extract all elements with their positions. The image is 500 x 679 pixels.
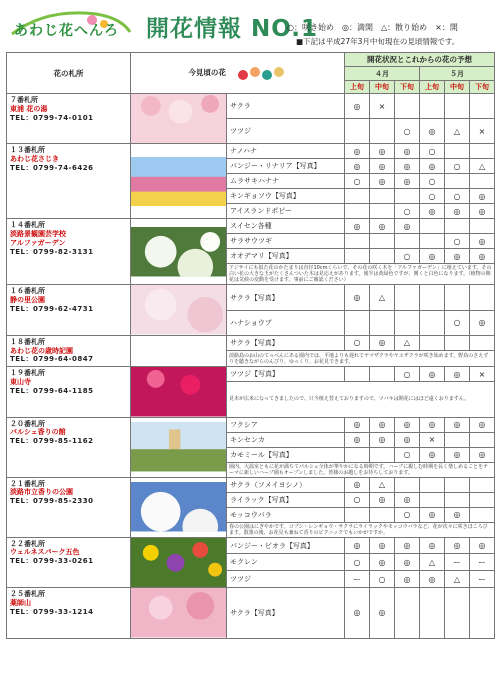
status-cell: ◎ — [445, 204, 470, 219]
station-place: 東山寺 — [10, 377, 31, 386]
station-tel: TEL：0799-33-1214 — [10, 607, 94, 616]
station-cell — [7, 537, 131, 587]
status-cell: ◎ — [420, 537, 445, 554]
status-cell: ○ — [345, 492, 370, 507]
status-cell — [345, 310, 370, 335]
station-cell — [7, 94, 131, 144]
status-cell: × — [370, 94, 395, 119]
table-row — [7, 94, 495, 119]
status-cell: ◎ — [395, 144, 420, 159]
station-description: 園内、大温室ともに花が満ちてパルシェ全体が華やかになる時期です。ハーブに親しむ時期を長く楽しめることをテーマに新しいハーブ園もオープンしました。皆様のお越しをお待ちしております。 — [227, 462, 495, 477]
station-photo — [131, 219, 227, 285]
photo-image — [131, 285, 226, 334]
flower-name: モクレン — [227, 554, 345, 571]
station-tel: TEL：0799-64-0847 — [10, 355, 94, 364]
status-cell — [370, 310, 395, 335]
status-cell — [370, 249, 395, 264]
station-tel: TEL：0799-85-2330 — [10, 497, 94, 506]
status-cell — [420, 492, 445, 507]
station-name: １６番札所 — [10, 287, 45, 296]
station-name: １８番札所 — [10, 337, 45, 346]
station-place: あわじ花さじき — [10, 155, 59, 164]
status-cell — [345, 119, 370, 144]
status-cell — [395, 285, 420, 310]
station-tel: TEL：0799-62-4731 — [10, 304, 94, 313]
status-cell: △ — [420, 554, 445, 571]
header-month-april: ４月 — [345, 67, 420, 81]
status-cell: ◎ — [420, 367, 445, 382]
status-cell: ◎ — [445, 249, 470, 264]
header-station: 花の札所 — [7, 53, 131, 94]
status-cell — [470, 492, 495, 507]
flower-name: オオデマリ【写真】 — [227, 249, 345, 264]
status-cell: ○ — [420, 144, 445, 159]
status-cell — [420, 477, 445, 492]
station-cell — [7, 144, 131, 219]
status-cell — [470, 219, 495, 234]
table-row — [7, 588, 495, 638]
status-cell — [395, 477, 420, 492]
status-cell: ◎ — [345, 432, 370, 447]
status-cell — [395, 310, 420, 335]
photo-image — [131, 538, 226, 587]
logo — [6, 4, 134, 46]
photo-image — [131, 157, 226, 206]
status-cell: ◎ — [395, 571, 420, 588]
status-cell — [345, 507, 370, 522]
status-cell: ○ — [395, 447, 420, 462]
status-cell — [370, 507, 395, 522]
status-cell — [445, 477, 470, 492]
header-flower — [131, 53, 345, 94]
status-cell: ◎ — [395, 554, 420, 571]
status-cell — [370, 447, 395, 462]
table-row — [7, 477, 495, 492]
status-cell: ○ — [445, 159, 470, 174]
status-cell: ◎ — [420, 507, 445, 522]
status-cell: ◎ — [470, 417, 495, 432]
status-cell: ○ — [345, 335, 370, 350]
status-cell: ◎ — [470, 447, 495, 462]
station-tel: TEL：0799-74-6426 — [10, 163, 94, 172]
header-sub: 下旬 — [470, 81, 495, 94]
status-cell: ◎ — [370, 492, 395, 507]
status-cell: ー — [470, 571, 495, 588]
status-cell: ◎ — [395, 537, 420, 554]
status-cell: × — [420, 432, 445, 447]
status-cell: ◎ — [370, 219, 395, 234]
status-cell: ◎ — [470, 189, 495, 204]
flower-name: キンセンカ — [227, 432, 345, 447]
photo-image — [131, 227, 226, 276]
station-cell — [7, 367, 131, 417]
status-cell — [370, 367, 395, 382]
table-row — [7, 285, 495, 310]
status-cell: ◎ — [470, 204, 495, 219]
status-cell: ー — [445, 554, 470, 571]
status-cell: ◎ — [420, 447, 445, 462]
status-cell: ○ — [395, 367, 420, 382]
status-cell — [420, 285, 445, 310]
table-row — [7, 417, 495, 432]
status-cell: ◎ — [370, 144, 395, 159]
status-cell — [420, 310, 445, 335]
status-cell: ◎ — [395, 492, 420, 507]
flower-name: サクラ（ソメイヨシノ） — [227, 477, 345, 492]
status-cell — [445, 219, 470, 234]
station-name: ７番札所 — [10, 96, 38, 104]
status-cell — [445, 174, 470, 189]
station-place: 淡路市立香りの公園 — [10, 488, 73, 497]
station-place: パルシェ香りの館 — [10, 428, 66, 437]
station-cell — [7, 335, 131, 366]
status-cell: ◎ — [345, 537, 370, 554]
status-cell — [445, 492, 470, 507]
status-cell: ◎ — [345, 285, 370, 310]
photo-image — [131, 588, 226, 637]
status-cell — [470, 477, 495, 492]
status-cell: ◎ — [345, 477, 370, 492]
status-cell — [445, 335, 470, 350]
status-cell — [470, 285, 495, 310]
station-name: １９番札所 — [10, 369, 45, 378]
status-cell: ◎ — [420, 417, 445, 432]
station-photo — [131, 477, 227, 537]
photo-image — [131, 94, 226, 143]
status-cell: ◎ — [445, 507, 470, 522]
status-cell — [420, 219, 445, 234]
status-cell: △ — [470, 159, 495, 174]
station-name: ２２番札所 — [10, 539, 45, 548]
status-cell: ◎ — [445, 537, 470, 554]
note: ■下記は平成27年3月中旬現在の見頃情報です。 — [296, 37, 460, 46]
legend: ○：咲き始め ◎：満開 △：散り始め ×：開 — [287, 23, 458, 32]
status-cell: ◎ — [445, 417, 470, 432]
status-cell: ○ — [445, 189, 470, 204]
flower-name: ツツジ — [227, 571, 345, 588]
page-title: 開花情報 NO.1 — [146, 16, 319, 42]
station-place: 淡路景観園芸学校 アルファガーデン — [10, 230, 66, 247]
status-cell — [445, 144, 470, 159]
status-cell — [345, 249, 370, 264]
status-cell: ◎ — [470, 537, 495, 554]
status-cell: ○ — [395, 204, 420, 219]
status-cell — [345, 447, 370, 462]
status-cell: △ — [370, 285, 395, 310]
status-cell — [370, 119, 395, 144]
status-cell: ○ — [345, 554, 370, 571]
station-place: 東浦 花の湯 — [10, 104, 48, 113]
station-name: ２０番札所 — [10, 419, 45, 428]
flower-name: パンジー・ビオラ【写真】 — [227, 537, 345, 554]
status-cell: ◎ — [370, 335, 395, 350]
table-row — [7, 367, 495, 382]
status-cell: ◎ — [470, 234, 495, 249]
station-tel: TEL：0799-85-1162 — [10, 437, 94, 446]
status-cell: ◎ — [345, 417, 370, 432]
bloom-table — [6, 52, 495, 639]
station-tel: TEL：0799-33-0261 — [10, 557, 94, 566]
status-cell: ○ — [395, 507, 420, 522]
header-sub: 中旬 — [370, 81, 395, 94]
station-photo — [131, 335, 227, 366]
flower-name: ハナショウブ — [227, 310, 345, 335]
status-cell — [470, 335, 495, 350]
flower-name: アイスランドポピー — [227, 204, 345, 219]
flower-name: モッコウバラ — [227, 507, 345, 522]
status-cell: ○ — [445, 234, 470, 249]
status-cell: ー — [470, 554, 495, 571]
status-cell — [470, 144, 495, 159]
status-cell: ◎ — [420, 204, 445, 219]
status-cell: ◎ — [470, 310, 495, 335]
status-cell: ◎ — [420, 159, 445, 174]
station-photo — [131, 94, 227, 144]
status-cell — [470, 432, 495, 447]
status-cell: ◎ — [345, 159, 370, 174]
table-row — [7, 537, 495, 554]
status-cell: ◎ — [370, 432, 395, 447]
station-cell — [7, 219, 131, 285]
status-cell: ◎ — [420, 571, 445, 588]
flower-name: サクラ【写真】 — [227, 588, 345, 638]
status-cell — [470, 507, 495, 522]
status-cell: ◎ — [395, 417, 420, 432]
flower-name: ツツジ — [227, 119, 345, 144]
flower-name: サラサウツギ — [227, 234, 345, 249]
status-cell: ◎ — [370, 537, 395, 554]
station-name: １４番札所 — [10, 221, 45, 230]
table-row — [7, 144, 495, 159]
status-cell — [445, 285, 470, 310]
station-tel: TEL：0799-82-3131 — [10, 247, 94, 256]
station-photo — [131, 367, 227, 417]
header-month-may: ５月 — [420, 67, 495, 81]
status-cell: △ — [370, 477, 395, 492]
status-cell: ◎ — [445, 367, 470, 382]
status-cell — [470, 588, 495, 638]
status-cell — [420, 335, 445, 350]
status-cell: ○ — [445, 310, 470, 335]
station-place: 静の里公園 — [10, 296, 45, 305]
status-cell — [420, 234, 445, 249]
status-cell — [370, 234, 395, 249]
flower-name: カモミール【写真】 — [227, 447, 345, 462]
station-place: あわじ花の歳時記園 — [10, 346, 73, 355]
status-cell — [395, 94, 420, 119]
status-cell: ◎ — [345, 588, 370, 638]
status-cell: ○ — [345, 174, 370, 189]
status-cell: ◎ — [370, 417, 395, 432]
station-name: １３番札所 — [10, 146, 45, 155]
status-cell — [345, 189, 370, 204]
status-cell: ○ — [420, 189, 445, 204]
station-photo — [131, 417, 227, 477]
status-cell — [345, 367, 370, 382]
flower-name: ツツジ【写真】 — [227, 367, 345, 382]
table-row — [7, 335, 495, 350]
station-photo — [131, 144, 227, 219]
station-tel: TEL：0799-64-1185 — [10, 386, 94, 395]
table-row — [7, 219, 495, 234]
status-cell: ◎ — [345, 219, 370, 234]
station-name: ２５番札所 — [10, 590, 45, 599]
flower-name: ナノハナ — [227, 144, 345, 159]
header-sub: 上旬 — [345, 81, 370, 94]
status-cell: ○ — [420, 174, 445, 189]
status-cell: ◎ — [420, 249, 445, 264]
header-forecast: 開花状況とこれからの花の予想 — [345, 53, 495, 67]
status-cell: ○ — [370, 571, 395, 588]
station-description: 見本が広米になってきましたので、只今植え替えておりますので、ツバキは開花にはほど遠くおりますん。 — [227, 382, 495, 417]
status-cell: ◎ — [395, 159, 420, 174]
station-photo — [131, 537, 227, 587]
header-sub: 上旬 — [420, 81, 445, 94]
flower-decoration-icon — [235, 63, 287, 83]
flower-name: パンジー・リナリア【写真】 — [227, 159, 345, 174]
flower-name: サクラ【写真】 — [227, 335, 345, 350]
station-cell — [7, 417, 131, 477]
status-cell: ◎ — [420, 119, 445, 144]
status-cell: × — [470, 367, 495, 382]
flower-name: サクラ — [227, 94, 345, 119]
station-cell — [7, 588, 131, 638]
header-flower-label: 今見頃の花 — [188, 68, 226, 77]
status-cell: ◎ — [345, 94, 370, 119]
station-description: アジサイにも似た花のかたまりは直径10cmくらいで、その花の咲く木を「アルファガーデン」に植えています。その白い花の大きな玉がたくさんついた木は見応えがあります。後半は黄緑色ですが、開くと白色になります。（植物の開花は気候の変動を受けます。事前にご確認ください） — [227, 264, 495, 285]
status-cell: ◎ — [395, 174, 420, 189]
logo-text: あわじ花へんろ — [14, 23, 119, 39]
flower-name: ライラック【写真】 — [227, 492, 345, 507]
status-cell: △ — [395, 335, 420, 350]
status-cell: ◎ — [395, 219, 420, 234]
status-cell: × — [470, 119, 495, 144]
photo-image — [131, 482, 226, 531]
status-cell: ◎ — [395, 432, 420, 447]
flower-name: フクシア — [227, 417, 345, 432]
status-cell: △ — [445, 119, 470, 144]
status-cell — [345, 234, 370, 249]
flower-name: サクラ【写真】 — [227, 285, 345, 310]
station-description: 淡路島のお山のてっぺんにある園内では、平地よりも遅れてヤマザクラやヤエザクラが咲き始めます。野鳥のさえずりを聴きながらのんびり、ゆっくり、お花見できます。 — [227, 350, 495, 366]
status-cell: ◎ — [370, 174, 395, 189]
header-sub: 中旬 — [445, 81, 470, 94]
status-cell: ○ — [395, 119, 420, 144]
station-place: ウェルネスパーク五色 — [10, 548, 80, 557]
status-cell — [420, 94, 445, 119]
status-cell — [470, 94, 495, 119]
status-cell — [420, 588, 445, 638]
station-place: 薬師山 — [10, 598, 31, 607]
status-cell — [395, 588, 420, 638]
status-cell: ー — [345, 571, 370, 588]
station-description: 春の公園はにぎやかです。コブシ・レンギョウ・サクラにライラックやモッコウバラなど、花が次々に咲きほころびます。散策の後、お花見も兼ねて香りのピクニックでもいかがですか。 — [227, 522, 495, 537]
status-cell: ◎ — [445, 447, 470, 462]
photo-image — [131, 367, 226, 416]
status-cell — [395, 234, 420, 249]
station-name: ２１番札所 — [10, 479, 45, 488]
status-cell: ◎ — [345, 144, 370, 159]
status-cell: ◎ — [470, 249, 495, 264]
status-cell: ○ — [395, 249, 420, 264]
station-photo — [131, 285, 227, 335]
status-cell — [370, 189, 395, 204]
status-cell — [445, 588, 470, 638]
status-cell — [445, 432, 470, 447]
station-cell — [7, 477, 131, 537]
status-cell: ◎ — [370, 588, 395, 638]
status-cell: △ — [445, 571, 470, 588]
status-cell — [395, 189, 420, 204]
status-cell — [370, 204, 395, 219]
status-cell: ◎ — [370, 159, 395, 174]
photo-image — [131, 422, 226, 471]
status-cell: ◎ — [370, 554, 395, 571]
header-sub: 下旬 — [395, 81, 420, 94]
status-cell — [470, 174, 495, 189]
status-cell — [445, 94, 470, 119]
station-cell — [7, 285, 131, 335]
station-tel: TEL：0799-74-0101 — [10, 113, 94, 122]
flower-name: ムラサキハナナ — [227, 174, 345, 189]
station-photo — [131, 588, 227, 638]
flower-name: スイセン各種 — [227, 219, 345, 234]
flower-name: キンギョソウ【写真】 — [227, 189, 345, 204]
status-cell — [345, 204, 370, 219]
